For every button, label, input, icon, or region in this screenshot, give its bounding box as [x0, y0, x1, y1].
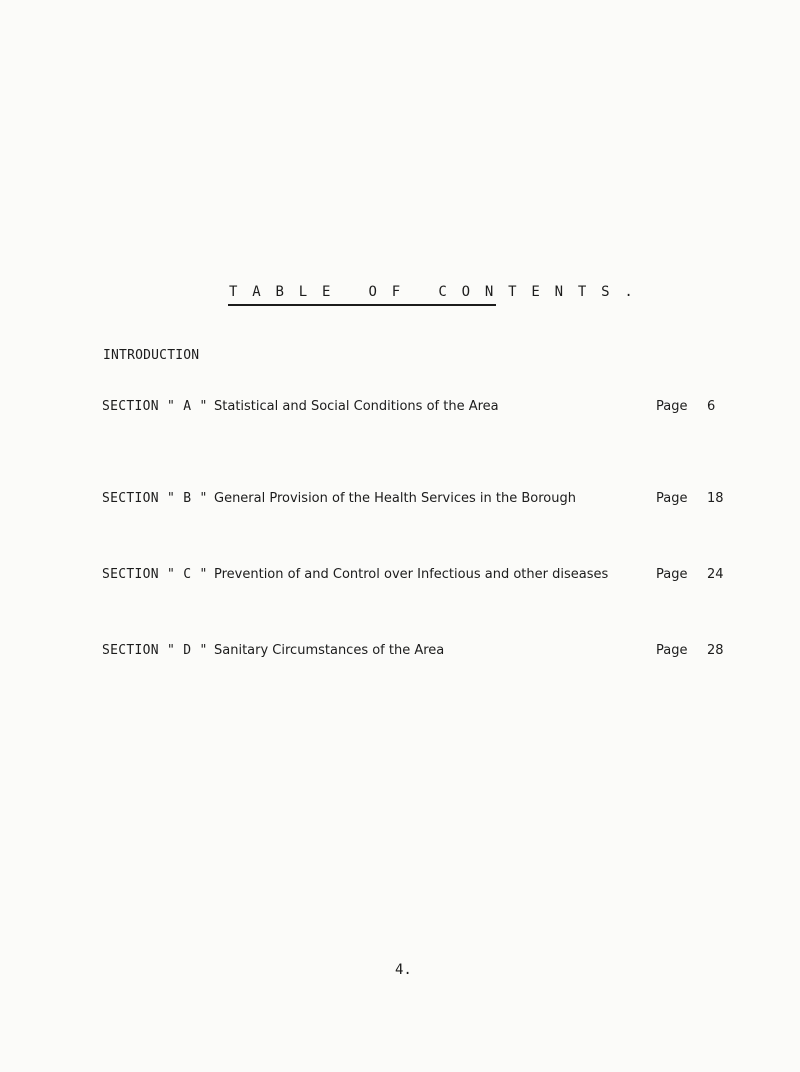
introduction-entry: INTRODUCTION [103, 348, 200, 363]
page-title: T A B L E O F C O N T E N T S . [229, 284, 637, 300]
section-label: SECTION " A " [102, 399, 208, 414]
section-description: General Provision of the Health Services in the Borough [214, 491, 576, 506]
section-label: SECTION " C " [102, 567, 208, 582]
section-description: Statistical and Social Conditions of the Area [214, 399, 499, 414]
section-description: Sanitary Circumstances of the Area [214, 643, 445, 658]
toc-row-section-b [0, 491, 800, 511]
title-underline [228, 304, 496, 306]
page-label: Page [656, 567, 688, 582]
section-label: SECTION " B " [102, 491, 208, 506]
toc-row-section-a [0, 399, 800, 419]
page-number: 18 [707, 491, 724, 506]
toc-row-section-c [0, 567, 800, 587]
page-label: Page [656, 491, 688, 506]
page-number: 6 [707, 399, 716, 414]
section-label: SECTION " D " [102, 643, 208, 658]
page-label: Page [656, 399, 688, 414]
page-number: 28 [707, 643, 724, 658]
page-label: Page [656, 643, 688, 658]
section-description: Prevention of and Control over Infectious and other diseases [214, 567, 609, 582]
page-number: 24 [707, 567, 724, 582]
page-footer-number: 4. [395, 962, 412, 978]
toc-row-section-d [0, 643, 800, 663]
